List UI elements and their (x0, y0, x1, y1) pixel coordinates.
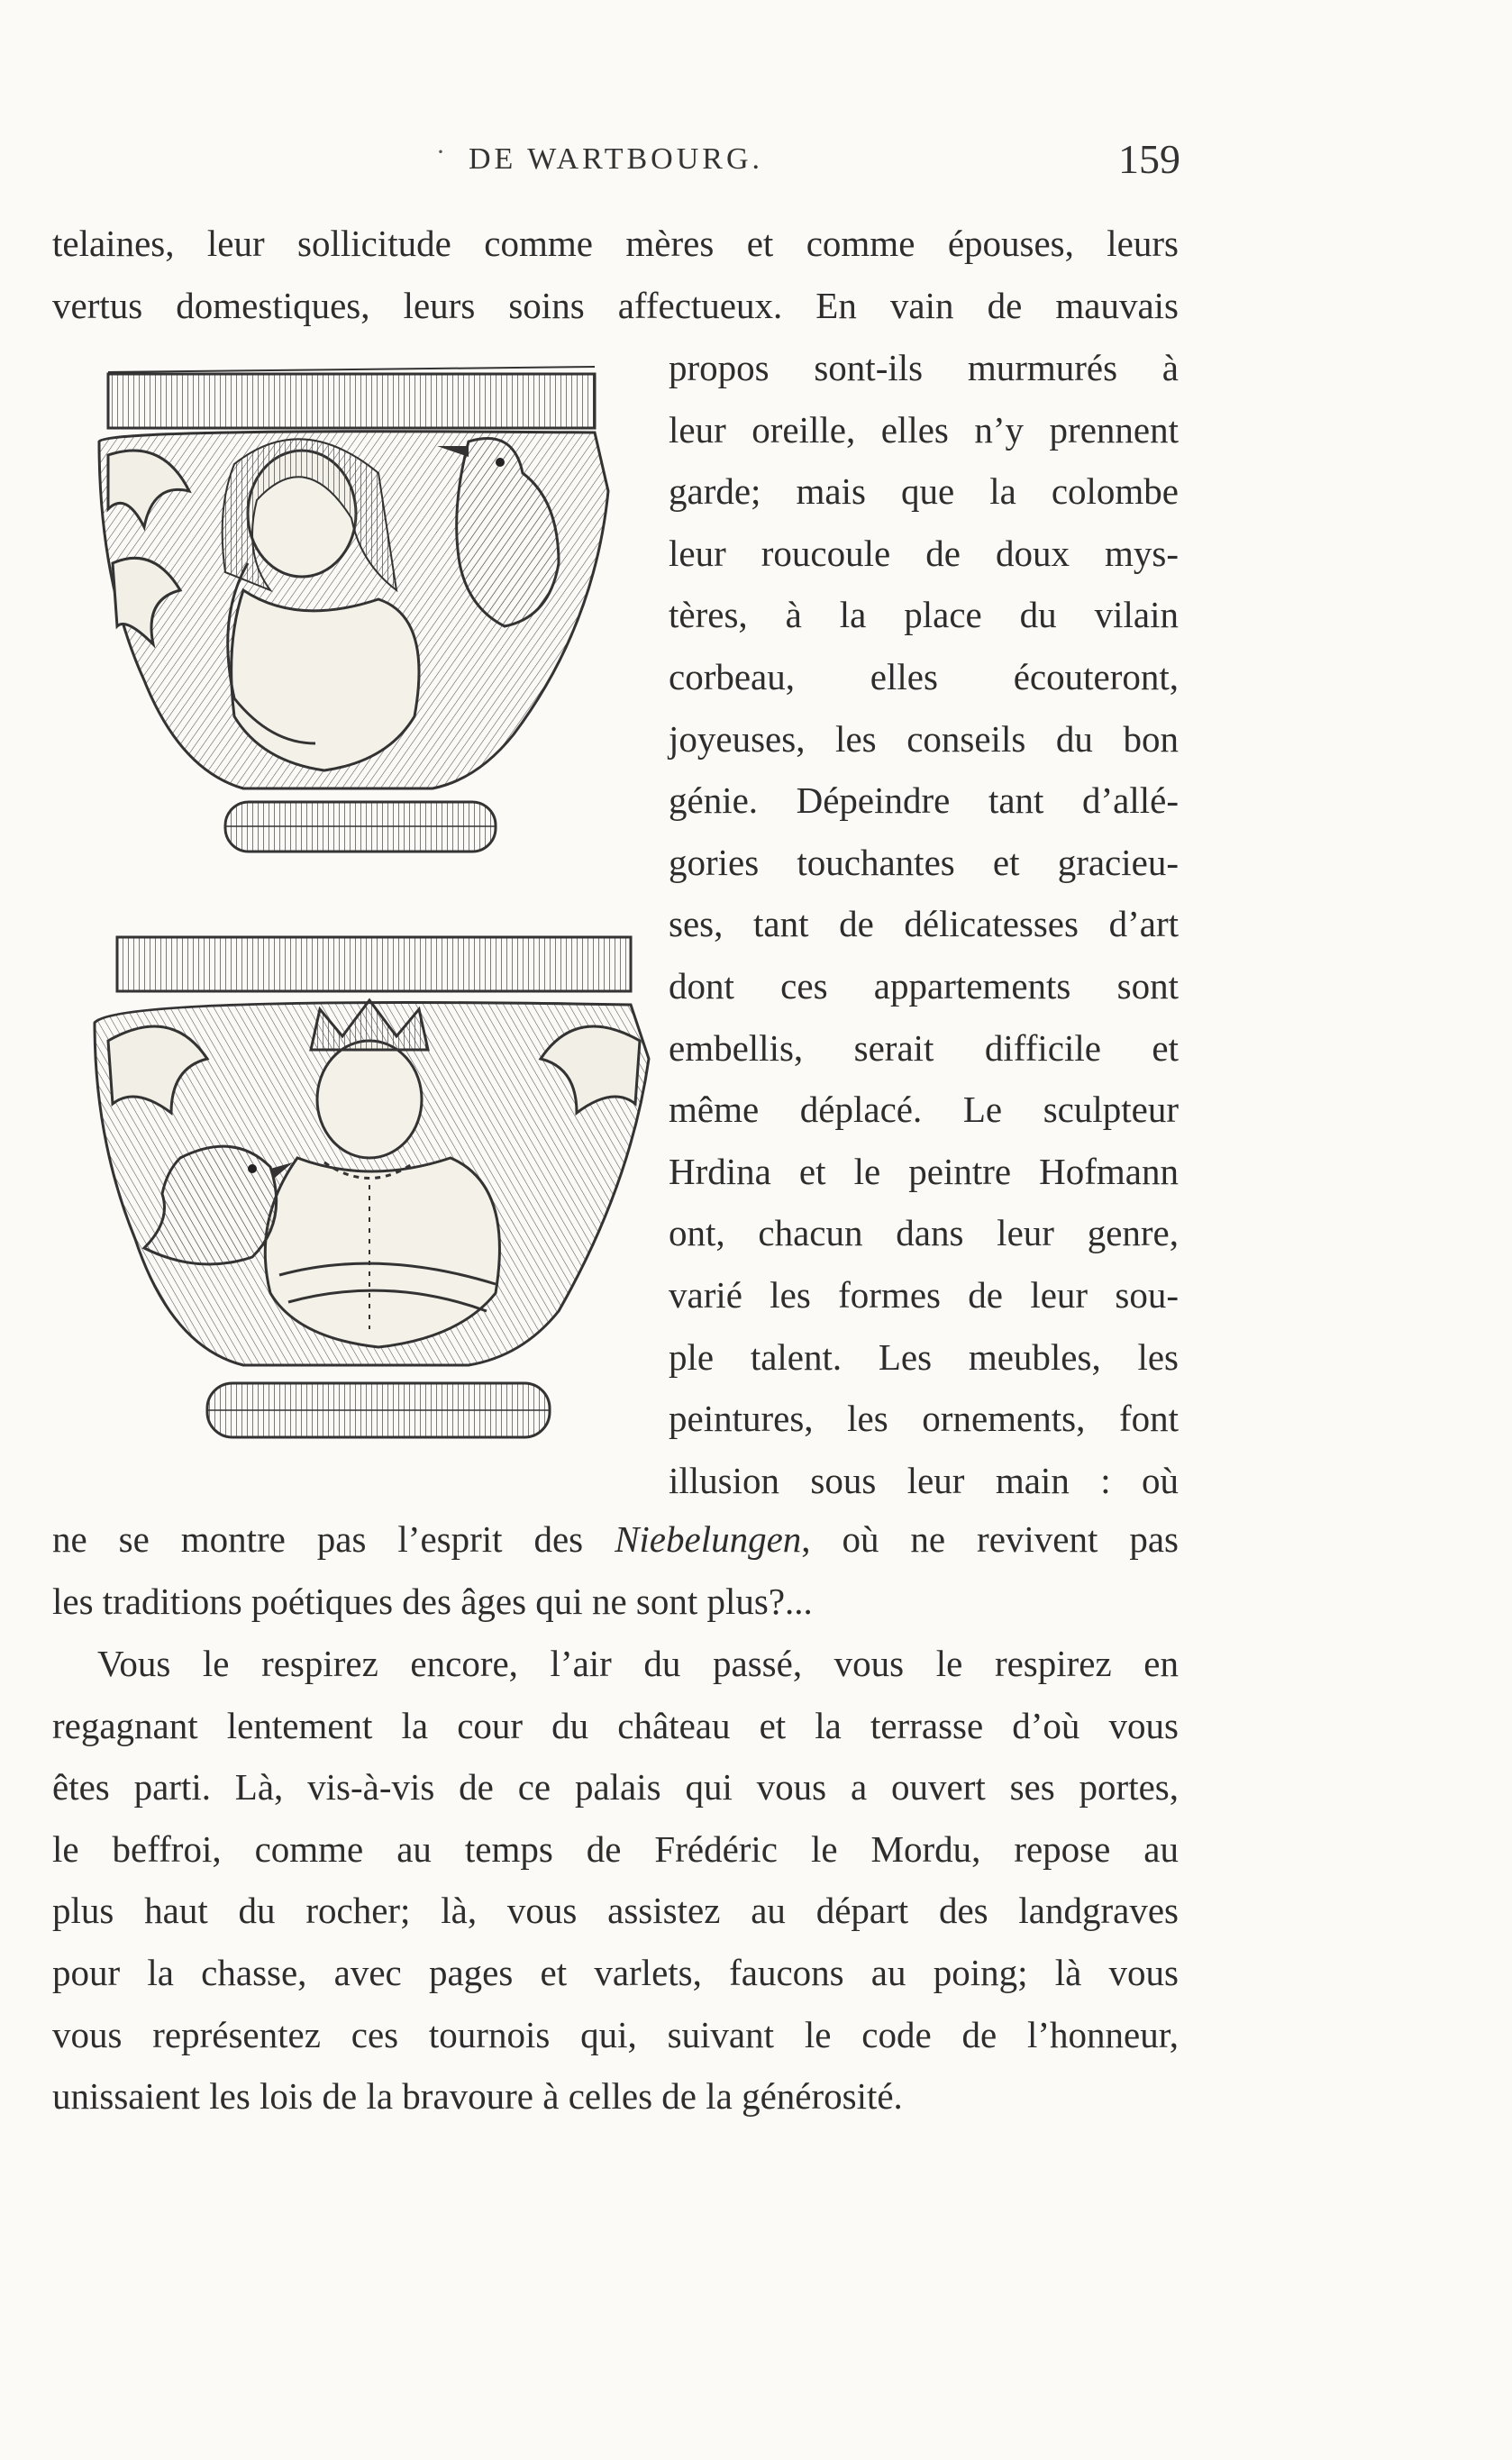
text-line: vertus domestiques, leurs soins affectueux. En vain de mauvais (52, 284, 1179, 326)
page-number: 159 (1118, 136, 1180, 182)
text-line: Hrdina et le peintre Hofmann (669, 1150, 1179, 1192)
continuation-lines (52, 1508, 1179, 1632)
text-line: tères, à la place du vilain (669, 594, 1179, 636)
text-line: les traditions poétiques des âges qui ne sont plus?... (52, 1580, 813, 1622)
text-line: plus haut du rocher; là, vous assistez au départ des landgraves (52, 1890, 1179, 1932)
text-line: gories touchantes et gracieu- (669, 841, 1179, 883)
text-line: varié les formes de leur sou- (669, 1273, 1179, 1316)
header-dot: · (436, 137, 445, 167)
text-line: peintures, les ornements, font (669, 1398, 1179, 1440)
engraving-capital-crowned-figure-dove (90, 933, 658, 1473)
text-line: regagnant lentement la cour du château et la terrasse d’où vous (52, 1704, 1179, 1746)
engraving-capital-woman-raven (90, 356, 631, 888)
title-niebelungen: Niebelungen (615, 1518, 802, 1560)
column-text (669, 337, 1179, 1511)
text-line: garde; mais que la colombe (669, 470, 1179, 513)
opening-lines (52, 213, 1179, 336)
text-line: corbeau, elles écouteront, (669, 655, 1179, 697)
text-fragment: ne se montre pas l’esprit des (52, 1518, 615, 1560)
text-line-niebelungen (52, 1508, 1179, 1571)
text-line: telaines, leur sollicitude comme mères et comme épouses, leurs (52, 223, 1179, 264)
text-line: dont ces appartements sont (669, 964, 1179, 1007)
text-line: génie. Dépeindre tant d’allé- (669, 779, 1179, 822)
running-head (0, 135, 1512, 189)
running-title: DE WARTBOURG. (469, 142, 764, 176)
text-line: illusion sous leur main : où (669, 1459, 1179, 1501)
final-paragraph (52, 1633, 1179, 2127)
text-line: ses, tant de délicatesses d’art (669, 903, 1179, 945)
text-fragment: , où ne revivent pas (801, 1518, 1179, 1560)
text-line: ple talent. Les meubles, les (669, 1335, 1179, 1378)
text-line: vous représentez ces tournois qui, suivant le code de l’honneur, (52, 2013, 1179, 2055)
text-line: unissaient les lois de la bravoure à celles de la générosité. (52, 2075, 903, 2118)
text-line: pour la chasse, avec pages et varlets, faucons au poing; là vous (52, 1951, 1179, 1993)
text-line: leur roucoule de doux mys- (669, 532, 1179, 574)
text-line: propos sont-ils murmurés à (669, 347, 1179, 388)
text-line: embellis, serait difficile et (669, 1026, 1179, 1069)
text-line: êtes parti. Là, vis-à-vis de ce palais qui vous a ouvert ses portes, (52, 1766, 1179, 1809)
text-line: leur oreille, elles n’y prennent (669, 408, 1179, 451)
text-line: le beffroi, comme au temps de Frédéric le Mordu, repose au (52, 1827, 1179, 1870)
text-line: joyeuses, les conseils du bon (669, 717, 1179, 760)
text-line: même déplacé. Le sculpteur (669, 1089, 1179, 1131)
text-line: Vous le respirez encore, l’air du passé, vous le respirez en (97, 1643, 1179, 1684)
text-line: ont, chacun dans leur genre, (669, 1212, 1179, 1254)
